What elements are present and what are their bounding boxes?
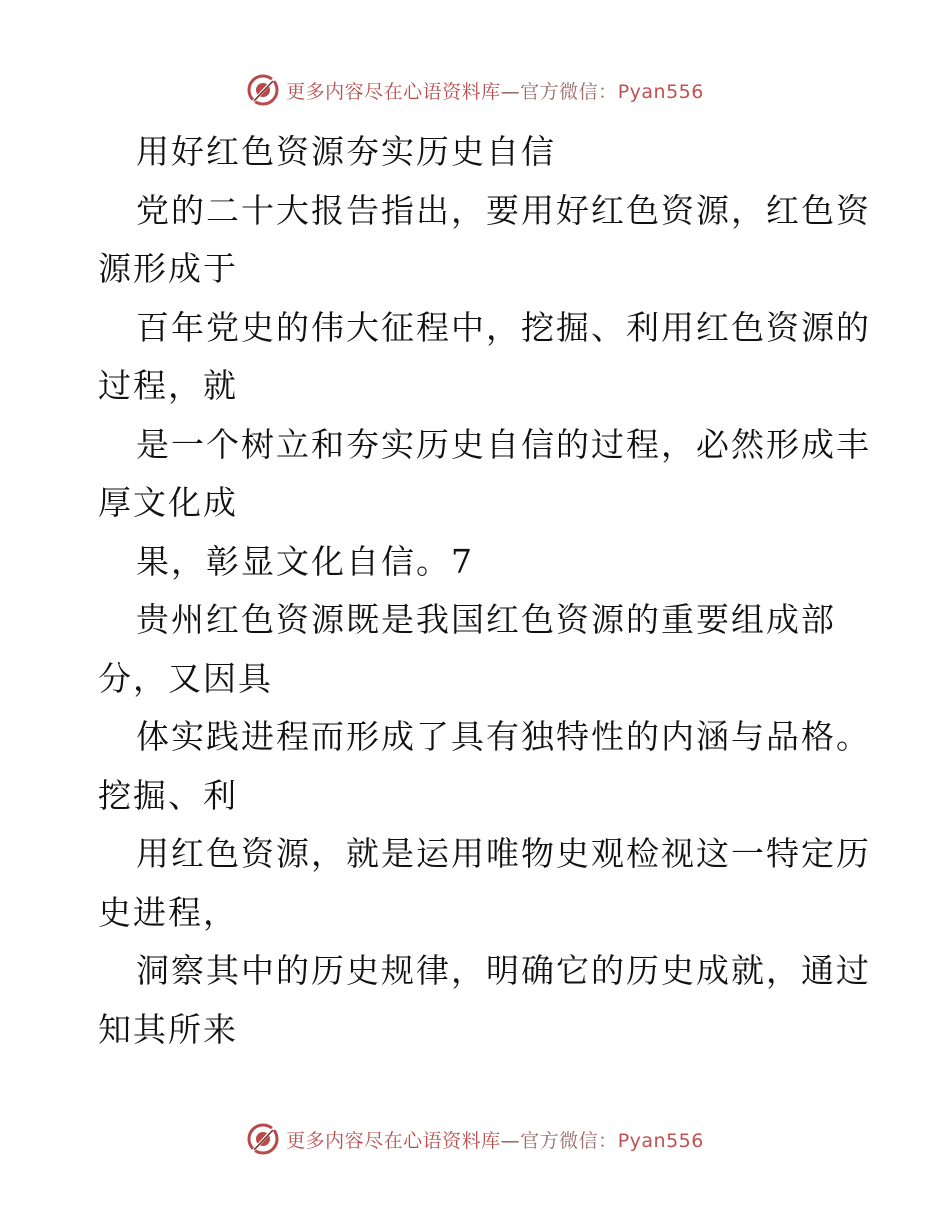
text-line: 党的二十大报告指出，要用好红色资源，红色资 — [136, 190, 871, 230]
text-line: 知其所来 — [98, 1009, 238, 1049]
quill-logo-icon — [246, 73, 280, 107]
text-line: 贵州红色资源既是我国红色资源的重要组成部 — [136, 600, 836, 639]
watermark-brand: 更多内容尽在心语资料库 — [286, 1129, 501, 1152]
footer-watermark — [0, 1121, 950, 1157]
text-line: 分，又因具 — [98, 658, 273, 698]
text-line: 源形成于 — [98, 249, 238, 288]
watermark-brand: 更多内容尽在心语资料库 — [286, 80, 501, 103]
text-line: 是一个树立和夯实历史自信的过程，必然形成丰 — [136, 424, 871, 464]
watermark-wechat-label: 官方微信： — [520, 1129, 618, 1152]
text-line: 厚文化成 — [98, 483, 238, 522]
watermark-dash: — — [500, 80, 521, 103]
quill-logo-icon — [246, 1122, 280, 1156]
text-line: 体实践进程而形成了具有独特性的内涵与品格。 — [136, 717, 871, 756]
text-line: 过程，就 — [98, 366, 238, 405]
watermark-text — [286, 1126, 704, 1153]
text-line: 史进程， — [98, 892, 238, 932]
header-watermark — [0, 72, 950, 108]
watermark-dash: — — [500, 1129, 521, 1152]
watermark-wechat-id: Pyan556 — [617, 1129, 704, 1152]
document-body — [98, 123, 871, 1059]
watermark-text — [286, 77, 704, 104]
text-line: 百年党史的伟大征程中，挖掘、利用红色资源的 — [136, 307, 871, 347]
text-line: 用红色资源，就是运用唯物史观检视这一特定历 — [136, 834, 871, 873]
watermark-wechat-label: 官方微信： — [520, 80, 618, 103]
watermark-wechat-id: Pyan556 — [617, 80, 704, 103]
text-line: 挖掘、利 — [98, 775, 238, 815]
text-line: 洞察其中的历史规律，明确它的历史成就，通过 — [136, 951, 871, 990]
text-line: 果，彰显文化自信。7 — [136, 541, 474, 581]
text-line: 用好红色资源夯实历史自信 — [136, 132, 556, 171]
